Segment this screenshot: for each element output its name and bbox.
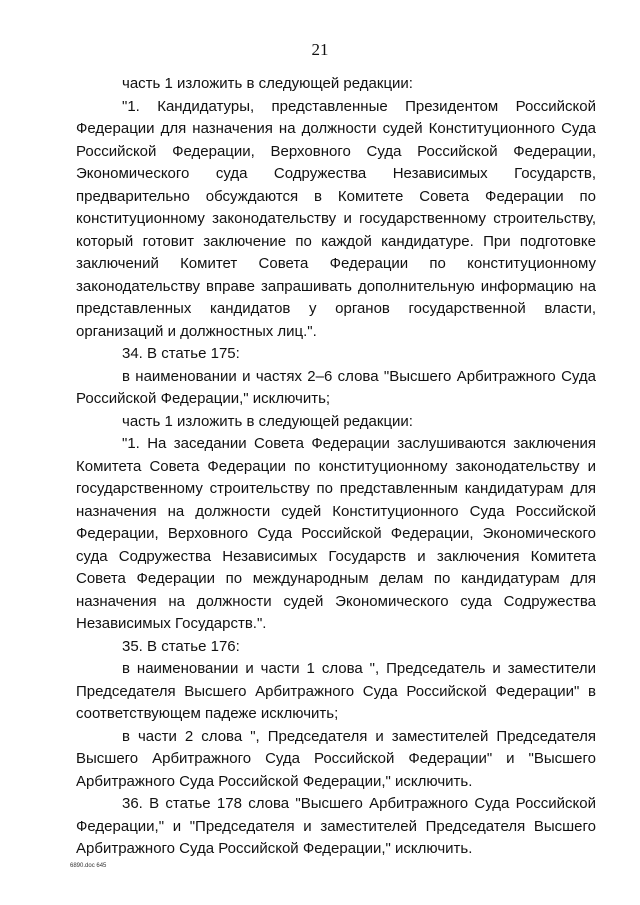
paragraph-item-34: 34. В статье 175: — [122, 345, 240, 362]
footer-doc-code: 6890.doc 645 — [70, 863, 107, 869]
paragraph-item-35: 35. В статье 176: — [122, 637, 240, 655]
page-number: 21 — [311, 40, 329, 59]
paragraph-part1-intro: часть 1 изложить в следующей редакции: — [122, 75, 413, 92]
paragraph-candidates-quote: "1. Кандидатуры, представленные Президентом Российской Федерации для назначения на должности судей Конституционного Суда Российской Федерации, Верховного Суда Российской Федерации, Экономического суда Содружества Независимых Государств, предварительно обсуждаются в Комитете Совета Федерации по конституционному законодательству и государственному строительству, который готовит заключение по каждой кандидатуре. При подготовке заключений Комитет Совета Федерации по конституционному законодательству вправе запрашивать дополнительную информацию на представленных кандидатов у органов государственной власти, организаций и должностных лиц.". — [76, 97, 596, 340]
document-body — [76, 73, 596, 861]
paragraph-item-34-part1: часть 1 изложить в следующей редакции: — [122, 412, 413, 430]
paragraph-item-35-part2: в части 2 слова ", Председателя и заместителей Председателя Высшего Арбитражного Суда Российской Федерации" и "Высшего Арбитражного Суда Российской Федерации," исключить. — [76, 727, 596, 790]
paragraph-item-35-part1: в наименовании и части 1 слова ", Председатель и заместители Председателя Высшего Арбитражного Суда Российской Федерации" в соответствующем падеже исключить; — [76, 660, 596, 722]
paragraph-session-quote: "1. На заседании Совета Федерации заслушиваются заключения Комитета Совета Федерации по конституционному законодательству и государственному строительству по представленным кандидатурам для назначения на должности судей Конституционного Суда Российской Федерации, Верховного Суда Российской Федерации, Экономического суда Содружества Независимых Государств и заключения Комитета Совета Федерации по международным делам по кандидатурам для назначения на должности судей Экономического суда Содружества Независимых Государств.". — [76, 435, 596, 632]
paragraph-item-34-names: в наименовании и частях 2–6 слова "Высшего Арбитражного Суда Российской Федерации," исключить; — [76, 367, 596, 407]
paragraph-item-36: 36. В статье 178 слова "Высшего Арбитражного Суда Российской Федерации," и "Председателя и заместителей Председателя Высшего Арбитражного Суда Российской Федерации," исключить. — [76, 795, 596, 857]
